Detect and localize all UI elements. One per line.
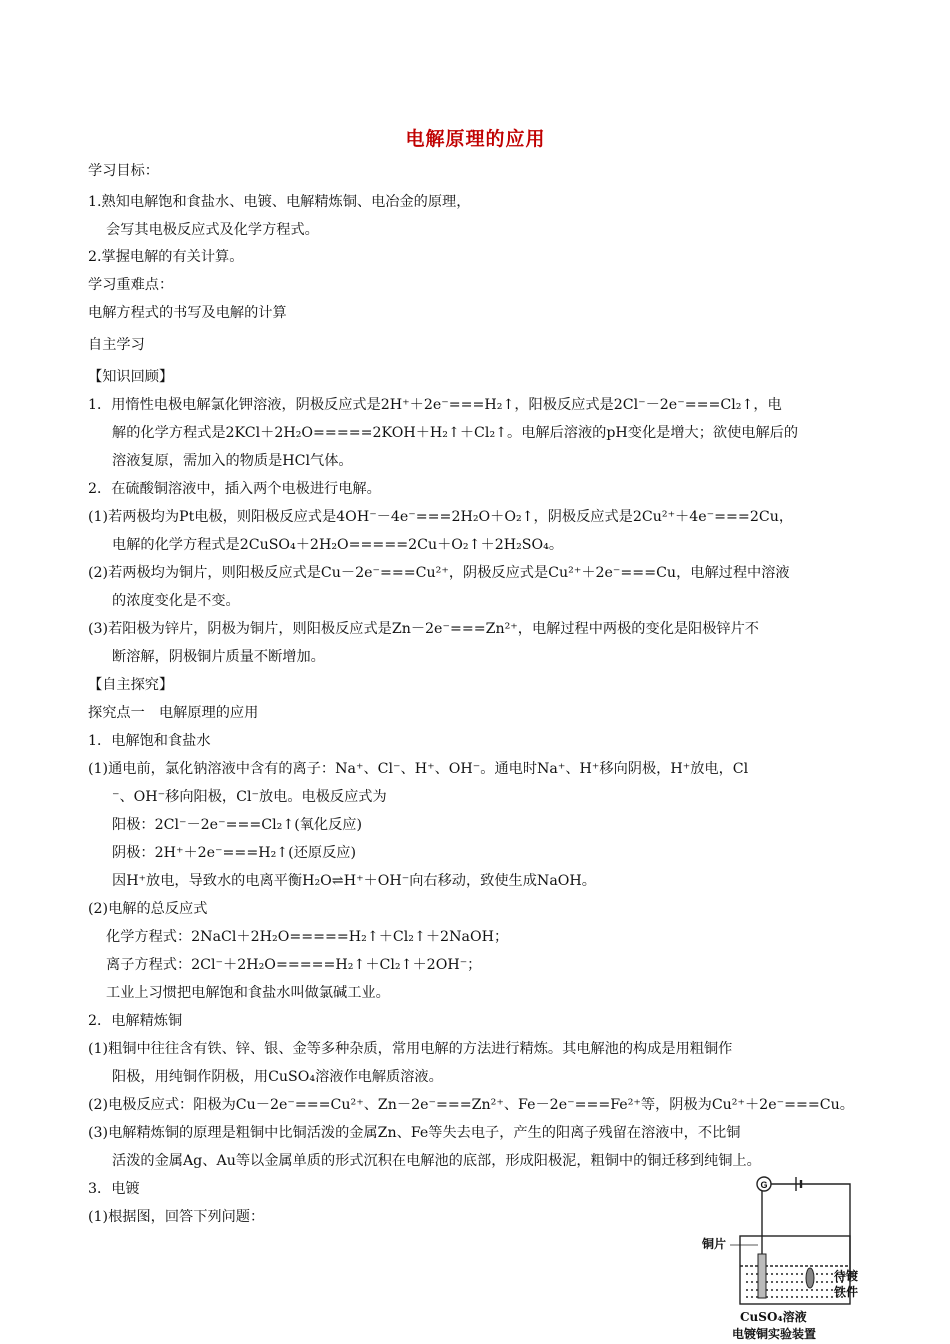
text-line: 3．电镀: [88, 1181, 140, 1197]
text-line: 因H⁺放电，导致水的电离平衡H₂O⇌H⁺＋OH⁻向右移动，致使生成NaOH。: [112, 873, 596, 889]
text-line: 离子方程式：2Cl⁻＋2H₂O=====H₂↑＋Cl₂↑＋2OH⁻；: [106, 957, 482, 973]
text-line: ⁻、OH⁻移向阳极，Cl⁻放电。电极反应式为: [112, 789, 387, 805]
text-line: 的浓度变化是不变。: [112, 593, 240, 609]
section-heading: 探究点一 电解原理的应用: [88, 705, 259, 721]
text-line: (2)电解的总反应式: [88, 901, 208, 917]
label-iron-piece: 待镀: [834, 1269, 859, 1283]
text-line: 阴极：2H⁺＋2e⁻===H₂↑(还原反应): [112, 845, 356, 861]
text-line: (3)电解精炼铜的原理是粗铜中比铜活泼的金属Zn、Fe等失去电子，产生的阳离子残留在溶液中，不比铜: [88, 1125, 741, 1141]
section-heading: 学习重难点：: [88, 277, 174, 293]
text-line: 1.熟知电解饱和食盐水、电镀、电解精炼铜、电冶金的原理，: [88, 194, 471, 210]
text-line: 电解方程式的书写及电解的计算: [88, 305, 287, 321]
text-line: (2)若两极均为铜片，则阳极反应式是Cu－2e⁻===Cu²⁺，阴极反应式是Cu²⁺＋2e⁻===Cu，电解过程中溶液: [88, 565, 790, 581]
text-line: 阳极：2Cl⁻－2e⁻===Cl₂↑(氧化反应): [112, 817, 363, 833]
text-line: 解的化学方程式是2KCl＋2H₂O=====2KOH＋H₂↑＋Cl₂↑。电解后溶液的pH变化是增大；欲使电解后的: [112, 425, 799, 441]
text-line: 电解的化学方程式是2CuSO₄＋2H₂O=====2Cu＋O₂↑＋2H₂SO₄。: [112, 537, 564, 553]
section-heading: 学习目标：: [88, 163, 159, 179]
text-line: (1)根据图，回答下列问题：: [88, 1209, 265, 1225]
label-solution: CuSO₄溶液: [740, 1310, 807, 1324]
section-heading: 【知识回顾】: [88, 369, 174, 385]
text-line: 溶液复原，需加入的物质是HCl气体。: [112, 453, 353, 469]
text-line: 2．在硫酸铜溶液中，插入两个电极进行电解。: [88, 481, 381, 497]
section-heading: 【自主探究】: [88, 677, 174, 693]
label-copper-plate: 铜片: [702, 1237, 727, 1251]
text-line: (1)粗铜中往往含有铁、锌、银、金等多种杂质，常用电解的方法进行精炼。其电解池的构成是用粗铜作: [88, 1041, 733, 1057]
text-line: 会写其电极反应式及化学方程式。: [106, 222, 319, 238]
text-line: 2.掌握电解的有关计算。: [88, 249, 244, 265]
text-line: 活泼的金属Ag、Au等以金属单质的形式沉积在电解池的底部，形成阳极泥，粗铜中的铜迁移到纯铜上。: [112, 1153, 761, 1169]
label-iron-piece-2: 铁件: [834, 1285, 859, 1299]
text-line: (2)电极反应式：阳极为Cu－2e⁻===Cu²⁺、Zn－2e⁻===Zn²⁺、Fe－2e⁻===Fe²⁺等，阴极为Cu²⁺＋2e⁻===Cu。: [88, 1097, 854, 1113]
text-line: 断溶解，阴极铜片质量不断增加。: [112, 649, 325, 665]
svg-text:G: G: [760, 1180, 768, 1190]
text-line: 化学方程式：2NaCl＋2H₂O=====H₂↑＋Cl₂↑＋2NaOH；: [106, 929, 509, 945]
text-line: 2．电解精炼铜: [88, 1013, 183, 1029]
text-line: (3)若阳极为锌片，阴极为铜片，则阳极反应式是Zn－2e⁻===Zn²⁺，电解过程中两极的变化是阳极锌片不: [88, 621, 759, 637]
iron-piece: [806, 1268, 814, 1288]
text-line: (1)通电前，氯化钠溶液中含有的离子：Na⁺、Cl⁻、H⁺、OH⁻。通电时Na⁺、H⁺移向阴极，H⁺放电，Cl: [88, 761, 749, 777]
figure-caption: 电镀铜实验装置: [732, 1327, 817, 1341]
section-heading: 自主学习: [88, 337, 145, 353]
text-line: 1．电解饱和食盐水: [88, 733, 211, 749]
text-line: 阳极，用纯铜作阴极，用CuSO₄溶液作电解质溶液。: [112, 1069, 443, 1085]
copper-plate: [758, 1254, 766, 1298]
text-line: 工业上习惯把电解饱和食盐水叫做氯碱工业。: [106, 985, 390, 1001]
text-line: 1．用惰性电极电解氯化钾溶液，阴极反应式是2H⁺＋2e⁻===H₂↑，阳极反应式是2Cl⁻－2e⁻===Cl₂↑，电: [88, 397, 782, 413]
electroplating-diagram: [700, 1166, 870, 1342]
text-line: (1)若两极均为Pt电极，则阳极反应式是4OH⁻－4e⁻===2H₂O＋O₂↑，阴极反应式是2Cu²⁺＋4e⁻===2Cu，: [88, 509, 794, 525]
page-title: 电解原理的应用: [405, 128, 546, 150]
